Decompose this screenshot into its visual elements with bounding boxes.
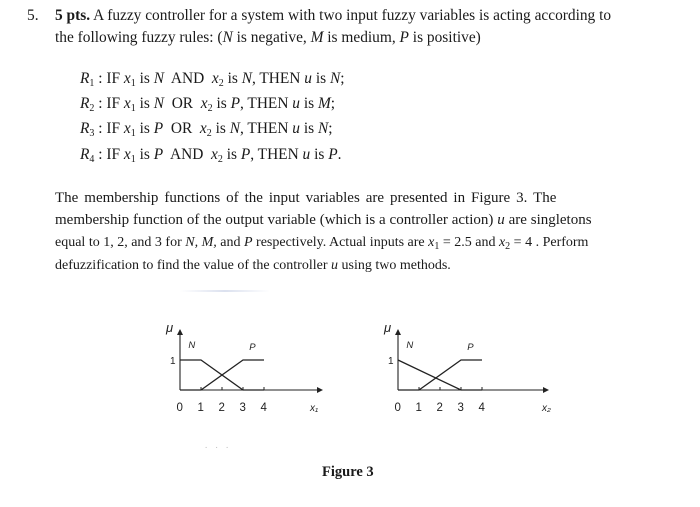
rule-set3: N bbox=[317, 120, 329, 137]
para-text: using two methods. bbox=[338, 258, 451, 273]
var-x2: x bbox=[498, 235, 506, 250]
rule-if: : IF bbox=[94, 120, 124, 137]
x-tick-label: 2 bbox=[218, 402, 225, 414]
x-tick-label: 1 bbox=[415, 402, 422, 414]
rule-then: , THEN bbox=[250, 146, 303, 163]
rule-is: is bbox=[223, 70, 242, 87]
rule-var1-sub: 1 bbox=[130, 103, 136, 114]
rule-operator: AND bbox=[163, 146, 212, 163]
rule-set3: P bbox=[328, 146, 338, 163]
rule-then: , THEN bbox=[251, 70, 305, 87]
x-tick-label: 3 bbox=[239, 402, 246, 414]
membership-p-line bbox=[180, 360, 264, 390]
rule-is: is bbox=[135, 120, 154, 137]
x-tick-label: 0 bbox=[176, 402, 183, 414]
rule-sub: 2 bbox=[89, 103, 95, 114]
para-text: defuzzification to find the value of the controller bbox=[55, 258, 332, 273]
problem-intro-line-2 bbox=[55, 29, 481, 47]
rule-end: . bbox=[337, 146, 342, 163]
rule-2 bbox=[80, 95, 335, 113]
rule-output: u bbox=[292, 120, 300, 137]
intro-text-2c: is medium, bbox=[323, 29, 400, 46]
set-label-p: P bbox=[249, 342, 256, 353]
set-n-symbol: N bbox=[222, 29, 233, 46]
rule-set1: N bbox=[153, 70, 164, 87]
rule-sub: 3 bbox=[89, 128, 95, 139]
rule-is: is bbox=[310, 146, 329, 163]
var-u: u bbox=[331, 258, 339, 273]
set-symbol: P bbox=[243, 235, 253, 250]
scan-dots: . . . bbox=[205, 440, 232, 450]
rule-set2: P bbox=[230, 95, 240, 112]
rule-var2-sub: 2 bbox=[218, 78, 224, 89]
rule-then: , THEN bbox=[240, 95, 293, 112]
rule-output: u bbox=[292, 95, 300, 112]
para-text: equal to 1, 2, and 3 for bbox=[55, 235, 186, 250]
rule-sub: 1 bbox=[89, 78, 95, 89]
set-label-p: P bbox=[467, 342, 474, 353]
rule-is: is bbox=[300, 120, 318, 137]
rule-set2: N bbox=[229, 120, 240, 137]
problem-intro-line-1 bbox=[55, 7, 611, 25]
y-tick-label: 1 bbox=[388, 356, 394, 367]
rule-1 bbox=[80, 70, 344, 88]
rule-output: u bbox=[304, 70, 312, 87]
rule-set2: N bbox=[241, 70, 252, 87]
intro-text-2a: the following fuzzy rules: ( bbox=[55, 29, 223, 46]
var-x1: x bbox=[428, 235, 435, 250]
set-p-symbol: P bbox=[399, 29, 409, 46]
rule-operator: OR bbox=[164, 95, 201, 112]
x-tick-label: 2 bbox=[436, 402, 443, 414]
intro-text-2d: is positive) bbox=[408, 29, 481, 46]
rule-set1: P bbox=[153, 146, 164, 163]
x-tick-label: 0 bbox=[394, 402, 401, 414]
rule-is: is bbox=[300, 95, 318, 112]
figure-caption: Figure 3 bbox=[322, 464, 374, 480]
set-label-n: N bbox=[406, 340, 414, 351]
rule-set2: P bbox=[240, 146, 251, 163]
membership-plot-x2 bbox=[372, 312, 572, 427]
intro-text-1: A fuzzy controller for a system with two input fuzzy variables is acting according to bbox=[93, 7, 612, 24]
rule-if: : IF bbox=[94, 70, 124, 87]
intro-text-2b: is negative, bbox=[232, 29, 311, 46]
paragraph-line-1: The membership functions of the input variables are presented in Figure 3. The bbox=[55, 190, 557, 206]
rule-is: is bbox=[222, 146, 241, 163]
var-x1-sub: 1 bbox=[434, 241, 440, 252]
rule-var1-sub: 1 bbox=[130, 154, 136, 165]
paragraph-line-3 bbox=[55, 235, 588, 251]
para-text: membership function of the output variable (which is a controller action) bbox=[55, 212, 498, 228]
rule-var2: x bbox=[199, 120, 207, 137]
paragraph-line-2 bbox=[55, 212, 592, 229]
set-label-n: N bbox=[188, 340, 196, 351]
rule-var1: x bbox=[123, 95, 131, 112]
x-axis-label: x₂ bbox=[542, 403, 551, 414]
y-tick-label: 1 bbox=[170, 356, 176, 367]
para-text: are singletons bbox=[504, 212, 592, 228]
set-m-symbol: M bbox=[310, 29, 324, 46]
rule-label: R bbox=[80, 95, 90, 112]
membership-plot-x1 bbox=[150, 312, 350, 427]
rule-is: is bbox=[135, 146, 154, 163]
rule-if: : IF bbox=[94, 95, 124, 112]
rule-var2: x bbox=[211, 146, 218, 163]
rule-operator: AND bbox=[164, 70, 212, 87]
rule-var2-sub: 2 bbox=[206, 128, 212, 139]
rule-var1: x bbox=[123, 70, 131, 87]
rule-if: : IF bbox=[94, 146, 124, 163]
x-tick-label: 4 bbox=[260, 402, 267, 414]
rule-end: ; bbox=[340, 70, 345, 87]
rule-var2: x bbox=[200, 95, 208, 112]
rule-3 bbox=[80, 120, 333, 138]
question-number: 5. bbox=[27, 7, 39, 24]
var-x2-sub: 2 bbox=[505, 241, 511, 252]
rule-4 bbox=[80, 146, 341, 164]
rule-operator: OR bbox=[163, 120, 200, 137]
y-axis-label: μ bbox=[384, 320, 392, 335]
rule-label: R bbox=[80, 146, 90, 163]
rule-is: is bbox=[135, 70, 154, 87]
rule-set3: M bbox=[317, 95, 331, 112]
x-tick-label: 4 bbox=[478, 402, 485, 414]
scan-artifact bbox=[180, 290, 270, 292]
para-text: respectively. Actual inputs are bbox=[252, 235, 429, 250]
rule-output: u bbox=[302, 146, 311, 163]
rule-set3: N bbox=[329, 70, 341, 87]
rule-end: ; bbox=[328, 120, 333, 137]
rule-end: ; bbox=[330, 95, 336, 112]
rule-is: is bbox=[135, 95, 154, 112]
rule-is: is bbox=[211, 120, 230, 137]
var-u: u bbox=[497, 212, 505, 228]
rule-set1: N bbox=[153, 95, 164, 112]
rule-label: R bbox=[80, 120, 90, 137]
x-axis-label: x₁ bbox=[310, 403, 319, 414]
para-text: and bbox=[216, 235, 244, 250]
rule-var1: x bbox=[123, 120, 131, 137]
y-axis-arrow bbox=[177, 329, 183, 335]
y-axis-arrow bbox=[395, 329, 401, 335]
rule-var2-sub: 2 bbox=[207, 103, 213, 114]
para-text: = 2.5 and bbox=[439, 235, 499, 250]
set-symbols: N, M, bbox=[185, 235, 217, 250]
rule-then: , THEN bbox=[240, 120, 293, 137]
rule-sub: 4 bbox=[89, 154, 95, 165]
rule-var1-sub: 1 bbox=[130, 78, 136, 89]
rule-is: is bbox=[311, 70, 330, 87]
points-label: 5 pts. bbox=[55, 7, 91, 24]
rule-var1: x bbox=[123, 146, 131, 163]
y-axis-label: μ bbox=[166, 320, 174, 335]
x-axis-arrow bbox=[543, 387, 549, 393]
paragraph-line-4 bbox=[55, 258, 451, 274]
rule-is: is bbox=[212, 95, 231, 112]
membership-p-line bbox=[398, 360, 482, 390]
x-tick-label: 1 bbox=[197, 402, 204, 414]
rule-set1: P bbox=[153, 120, 164, 137]
rule-var1-sub: 1 bbox=[130, 128, 136, 139]
rule-var2-sub: 2 bbox=[217, 154, 223, 165]
x-tick-label: 3 bbox=[457, 402, 464, 414]
rule-var2: x bbox=[211, 70, 219, 87]
rule-label: R bbox=[80, 70, 90, 87]
x-axis-arrow bbox=[317, 387, 323, 393]
para-text: = 4 . Perform bbox=[510, 235, 589, 250]
